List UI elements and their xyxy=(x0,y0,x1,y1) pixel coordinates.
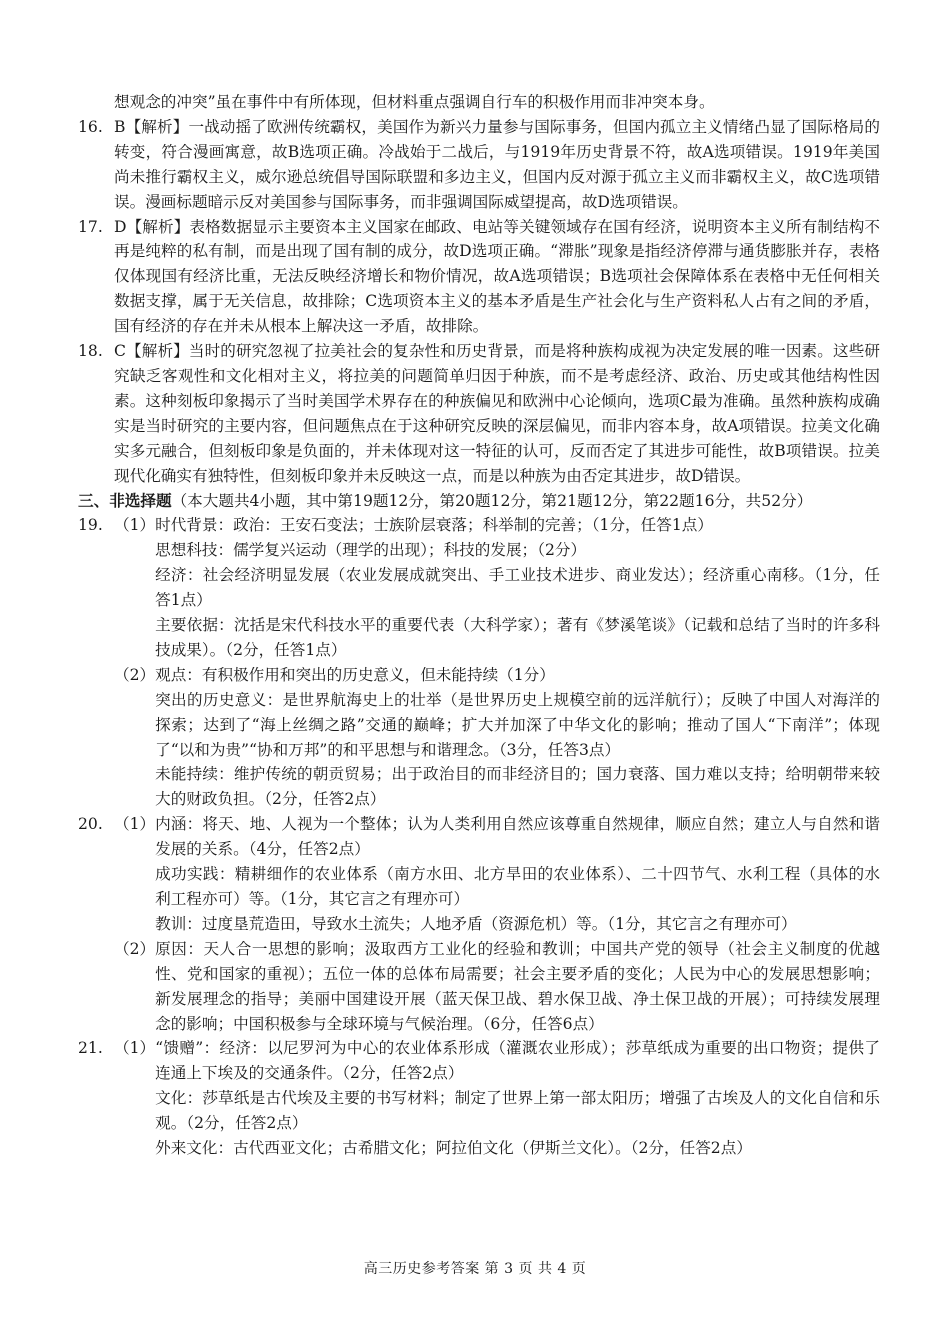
question-21 xyxy=(78,1036,880,1161)
answer-line: 教训：过度垦荒造田，导致水土流失；人地矛盾（资源危机）等。（1分，其它言之有理亦可） xyxy=(155,914,797,933)
sub-number: （1） xyxy=(114,815,156,834)
section-heading xyxy=(78,489,880,514)
answer-line: 经济：社会经济明显发展（农业发展成就突出、手工业技术进步、商业发达）；经济重心南移。（1分，任答1点） xyxy=(155,566,880,610)
answer-line: 突出的历史意义：是世界航海史上的壮举（是世界历史上规模空前的远洋航行）；反映了中国人对海洋的探索；达到了“海上丝绸之路”交通的巅峰；扩大并加深了中华文化的影响；推动了国人“下南洋”；体现了“以和为贵”“协和万邦”的和平思想与和谐理念。（3分，任答3点） xyxy=(155,690,880,759)
sub-number: （2） xyxy=(114,665,156,684)
answer-line: 主要依据：沈括是宋代科技水平的重要代表（大科学家）；著有《梦溪笔谈》（记载和总结了当时的许多科技成果）。（2分，任答1点） xyxy=(155,616,880,659)
question-18 xyxy=(78,339,880,488)
answer-line: 时代背景：政治：王安石变法；士族阶层衰落；科举制的完善；（1分，任答1点） xyxy=(155,516,713,535)
answer-line: 思想科技：儒学复兴运动（理学的出现）；科技的发展；（2分） xyxy=(155,541,587,560)
answer-line: 观点：有积极作用和突出的历史意义，但未能持续（1分） xyxy=(155,665,555,684)
sub-number: （2） xyxy=(114,939,156,958)
sub-question-1 xyxy=(114,1036,880,1161)
sub-question-1 xyxy=(114,812,880,937)
question-number: 18. xyxy=(78,342,103,361)
question-number: 19. xyxy=(78,516,103,535)
section-description: （本大题共4小题，其中第19题12分，第20题12分，第21题12分，第22题16分，共52分） xyxy=(171,491,813,510)
sub-question-2 xyxy=(114,663,880,812)
page-footer: 高三历史参考答案 第 3 页 共 4 页 xyxy=(363,1261,587,1277)
answer-line: 文化：莎草纸是古代埃及主要的书写材料；制定了世界上第一部太阳历；增强了古埃及人的文化自信和乐观。（2分，任答2点） xyxy=(155,1089,880,1133)
sub-question-2 xyxy=(114,937,880,1037)
intro-line: 想观念的冲突”虽在事件中有所体现，但材料重点强调自行车的积极作用而非冲突本身。 xyxy=(114,93,715,111)
answer-line: 成功实践：精耕细作的农业体系（南方水田、北方旱田的农业体系）、二十四节气、水利工程（具体的水利工程亦可）等。（1分，其它言之有理亦可） xyxy=(155,865,880,908)
answer-line: 内涵：将天、地、人视为一个整体；认为人类利用自然应该尊重自然规律，顺应自然；建立人与自然和谐发展的关系。（4分，任答2点） xyxy=(155,815,880,859)
question-16 xyxy=(78,115,880,215)
answer-text: D【解析】表格数据显示主要资本主义国家在邮政、电站等关键领域存在国有经济，说明资本主义所有制结构不再是纯粹的私有制，而是出现了国有制的成分，故D选项正确。“滞胀”现象是指经济停滞与通货膨胀并存，表格仅体现国有经济比重，无法反映经济增长和物价情况，故A选项错误；B选项社会保障体系在表格中无任何相关数据支撑，属于无关信息，故排除；C选项资本主义的基本矛盾是生产社会化与生产资料私人占有之间的矛盾，国有经济的存在并未从根本上解决这一矛盾，故排除。 xyxy=(114,217,880,336)
section-title: 三、非选择题 xyxy=(78,490,172,510)
answer-text: C【解析】当时的研究忽视了拉美社会的复杂性和历史背景，而是将种族构成视为决定发展的唯一因素。这些研究缺乏客观性和文化相对主义，将拉美的问题简单归因于种族，而不是考虑经济、政治、历史或其他结构性因素。这种刻板印象揭示了当时美国学术界存在的种族偏见和欧洲中心论倾向，选项C最为准确。虽然种族构成确实是当时研究的主要内容，但问题焦点在于这种研究反映的深层偏见，而非内容本身，故A项错误。拉美文化确实多元融合，但刻板印象是负面的，并未体现对这一特征的认可，反而否定了其进步可能性，故B项错误。拉美现代化确实有独特性，但刻板印象并未反映这一点，而是以种族为由否定其进步，故D错误。 xyxy=(114,342,880,485)
sub-number: （1） xyxy=(114,1039,156,1058)
answer-line: 原因：天人合一思想的影响；汲取西方工业化的经验和教训；中国共产党的领导（社会主义制度的优越性、党和国家的重视）；五位一体的总体布局需要；社会主要矛盾的变化；人民为中心的发展思想影响；新发展理念的指导；美丽中国建设开展（蓝天保卫战、碧水保卫战、净土保卫战的开展）；可持续发展理念的影响；中国积极参与全球环境与气候治理。（6分，任答6点） xyxy=(155,939,880,1033)
question-17 xyxy=(78,215,880,340)
answer-line: “馈赠”：经济：以尼罗河为中心的农业体系形成（灌溉农业形成）；莎草纸成为重要的出口物资；提供了连通上下埃及的交通条件。（2分，任答2点） xyxy=(155,1039,880,1083)
question-19 xyxy=(78,513,880,812)
answer-text: B【解析】一战动摇了欧洲传统霸权，美国作为新兴力量参与国际事务，但国内孤立主义情绪凸显了国际格局的转变，符合漫画寓意，故B选项正确。冷战始于二战后，与1919年历史背景不符，故A选项错误。1919年美国尚未推行霸权主义，威尔逊总统倡导国际联盟和多边主义，但国内反对源于孤立主义而非霸权主义，故C选项错误。漫画标题暗示反对美国参与国际事务，而非强调国际威望提高，故D选项错误。 xyxy=(114,117,880,211)
sub-number: （1） xyxy=(114,516,156,535)
sub-question-1 xyxy=(114,513,880,662)
question-number: 20. xyxy=(78,815,103,834)
question-number: 17. xyxy=(78,217,103,236)
answer-line: 未能持续：维护传统的朝贡贸易；出于政治目的而非经济目的；国力衰落、国力难以支持；给明朝带来较大的财政负担。（2分，任答2点） xyxy=(155,765,880,809)
question-number: 21. xyxy=(78,1039,103,1058)
question-number: 16. xyxy=(78,117,103,136)
answer-line: 外来文化：古代西亚文化；古希腊文化；阿拉伯文化（伊斯兰文化）。（2分，任答2点） xyxy=(155,1139,752,1158)
question-20 xyxy=(78,812,880,1036)
